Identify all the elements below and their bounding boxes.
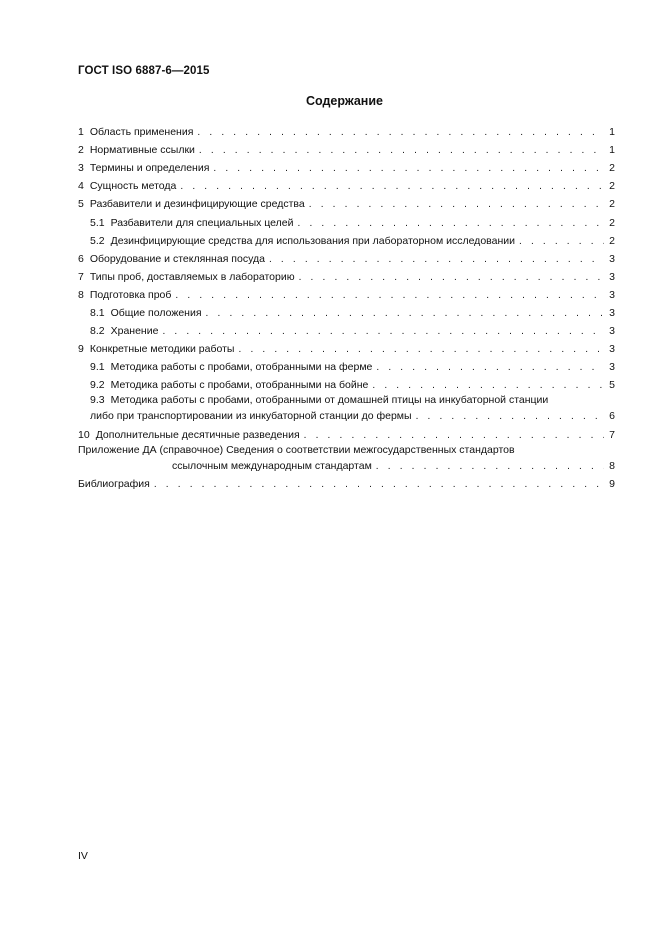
toc-entry[interactable] <box>78 139 615 157</box>
toc-leader-dots <box>238 343 604 356</box>
toc-entry-page: 2 <box>609 234 615 247</box>
toc-leader-dots <box>298 217 604 230</box>
toc-entry-number: 9.1 <box>90 361 105 374</box>
table-of-contents <box>78 121 615 491</box>
toc-entry-number: 7 <box>78 270 84 283</box>
toc-entry-title: Методика работы с пробами, отобранными от домашней птицы на инкубаторной станции <box>110 394 549 407</box>
toc-entry-number: 2 <box>78 144 84 157</box>
toc-entry-title: Хранение <box>110 325 159 338</box>
toc-entry[interactable] <box>78 157 615 175</box>
toc-entry-page: 7 <box>609 428 615 441</box>
toc-appendix-entry[interactable] <box>78 442 615 473</box>
toc-entry-page: 3 <box>609 325 615 338</box>
toc-leader-dots <box>180 180 604 193</box>
toc-entry-number: 1 <box>78 126 84 139</box>
toc-entry[interactable] <box>78 248 615 266</box>
page-title: Содержание <box>305 94 383 108</box>
toc-entry-title: Разбавители и дезинфицирующие средства <box>89 198 305 211</box>
toc-entry-page: 2 <box>609 162 615 175</box>
toc-leader-dots <box>154 478 604 491</box>
toc-entry-number: 8 <box>78 288 84 301</box>
toc-entry-title: Методика работы с пробами, отобранными на бойне <box>110 379 369 392</box>
toc-subentry[interactable] <box>78 211 615 229</box>
toc-entry-title: Методика работы с пробами, отобранными на ферме <box>110 361 373 374</box>
toc-subentry[interactable] <box>78 230 615 248</box>
toc-leader-dots <box>376 460 604 473</box>
toc-entry-number: 3 <box>78 162 84 175</box>
toc-bibliography-entry[interactable] <box>78 473 615 491</box>
toc-entry[interactable] <box>78 121 615 139</box>
toc-entry-page: 6 <box>609 410 615 423</box>
toc-entry-page: 3 <box>609 307 615 320</box>
toc-entry[interactable] <box>78 338 615 356</box>
toc-entry-number: 9.2 <box>90 379 105 392</box>
toc-leader-dots <box>372 379 604 392</box>
toc-entry-title: Библиография <box>78 477 150 490</box>
toc-entry-page: 3 <box>609 288 615 301</box>
toc-subentry-multiline[interactable] <box>78 392 615 423</box>
toc-entry-title: Дополнительные десятичные разведения <box>95 428 300 441</box>
toc-leader-dots <box>519 235 604 248</box>
toc-entry-title: Типы проб, доставляемых в лабораторию <box>89 270 295 283</box>
toc-entry-page: 2 <box>609 198 615 211</box>
toc-entry-number: 5.2 <box>90 234 105 247</box>
toc-entry-number: 6 <box>78 252 84 265</box>
toc-appendix-first-line: Приложение ДА (справочное) Сведения о соответствии межгосударственных стандартов <box>78 443 515 456</box>
toc-entry-title: Подготовка проб <box>89 288 172 301</box>
toc-entry-title: Конкретные методики работы <box>89 343 235 356</box>
toc-entry[interactable] <box>78 193 615 211</box>
toc-entry-page: 3 <box>609 361 615 374</box>
toc-appendix-second-line <box>78 458 615 473</box>
toc-subentry[interactable] <box>78 356 615 374</box>
toc-entry-page: 3 <box>609 252 615 265</box>
toc-entry-number: 9 <box>78 343 84 356</box>
toc-entry-title: Нормативные ссылки <box>89 144 195 157</box>
toc-leader-dots <box>376 361 604 374</box>
toc-subentry[interactable] <box>78 320 615 338</box>
toc-entry-first-line <box>90 392 615 408</box>
toc-entry-page: 2 <box>609 216 615 229</box>
toc-subentry[interactable] <box>78 374 615 392</box>
toc-entry-number: 5 <box>78 198 84 211</box>
page-number-footer: IV <box>78 850 88 862</box>
toc-entry-number: 8.2 <box>90 325 105 338</box>
toc-entry-title: Сущность метода <box>89 180 177 193</box>
document-header: ГОСТ ISO 6887-6—2015 <box>78 65 210 77</box>
toc-leader-dots <box>162 325 604 338</box>
toc-appendix-title-continuation: ссылочным международным стандартам <box>172 459 372 472</box>
toc-entry-title: Разбавители для специальных целей <box>110 216 294 229</box>
toc-entry[interactable] <box>78 266 615 284</box>
toc-leader-dots <box>197 126 604 139</box>
toc-entry-page: 5 <box>609 379 615 392</box>
toc-leader-dots <box>416 410 604 423</box>
toc-leader-dots <box>175 289 604 302</box>
toc-entry-second-line <box>90 408 615 423</box>
toc-entry-number: 4 <box>78 180 84 193</box>
toc-entry-page: 3 <box>609 343 615 356</box>
toc-entry-number: 9.3 <box>90 394 105 407</box>
toc-entry-title: Оборудование и стеклянная посуда <box>89 252 265 265</box>
toc-entry-page: 9 <box>609 477 615 490</box>
toc-entry-number: 5.1 <box>90 216 105 229</box>
toc-leader-dots <box>199 144 604 157</box>
toc-entry-title-continuation: либо при транспортировании из инкубаторной станции до фермы <box>90 410 412 423</box>
toc-leader-dots <box>299 271 604 284</box>
toc-entry-title: Общие положения <box>110 307 202 320</box>
toc-entry-title: Термины и определения <box>89 162 210 175</box>
toc-entry[interactable] <box>78 284 615 302</box>
toc-entry-title: Дезинфицирующие средства для использования при лабораторном исследовании <box>110 234 515 247</box>
toc-entry[interactable] <box>78 175 615 193</box>
toc-leader-dots <box>269 253 604 266</box>
toc-entry[interactable] <box>78 423 615 441</box>
toc-leader-dots <box>213 162 604 175</box>
toc-entry-page: 1 <box>609 144 615 157</box>
toc-entry-title: Область применения <box>89 126 194 139</box>
toc-leader-dots <box>309 198 604 211</box>
toc-entry-number: 10 <box>78 428 90 441</box>
toc-entry-page: 1 <box>609 126 615 139</box>
toc-leader-dots <box>206 307 604 320</box>
toc-subentry[interactable] <box>78 302 615 320</box>
toc-entry-page: 2 <box>609 180 615 193</box>
toc-entry-page: 3 <box>609 270 615 283</box>
toc-leader-dots <box>304 429 604 442</box>
toc-entry-page: 8 <box>609 459 615 472</box>
toc-entry-number: 8.1 <box>90 307 105 320</box>
